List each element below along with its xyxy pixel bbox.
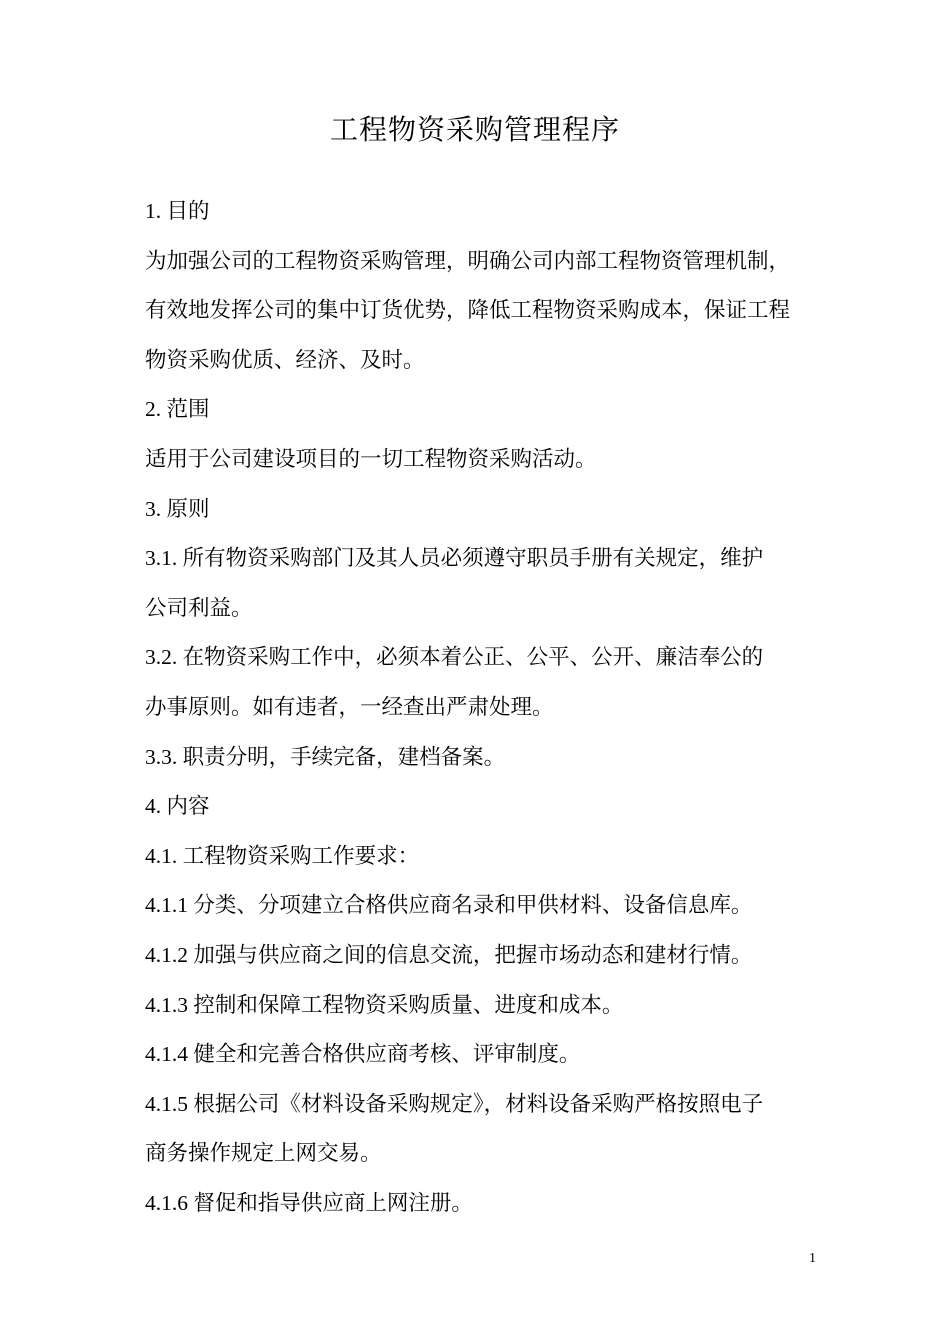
- paragraph-line: [145, 782, 810, 832]
- paragraph-line: [145, 385, 810, 435]
- line-text: 商务操作规定上网交易。: [145, 1141, 382, 1167]
- line-text: 在物资采购工作中，必须本着公正、公平、公开、廉洁奉公的: [182, 645, 764, 671]
- section-number: 4.1.: [145, 843, 183, 868]
- paragraph-line: [145, 881, 810, 931]
- line-text: 物资采购优质、经济、及时。: [145, 347, 425, 373]
- line-text: 督促和指导供应商上网注册。: [193, 1190, 473, 1216]
- paragraph-line: [145, 683, 810, 733]
- paragraph-line: [145, 237, 810, 287]
- page-number: 1: [809, 1251, 816, 1266]
- paragraph-line: [145, 633, 810, 683]
- line-text: 控制和保障工程物资采购质量、进度和成本。: [193, 992, 624, 1018]
- paragraph-line: [145, 1080, 810, 1130]
- section-number: 3.2.: [145, 645, 183, 670]
- paragraph-line: [145, 931, 810, 981]
- line-text: 公司利益。: [145, 595, 253, 621]
- paragraph-line: [145, 435, 810, 485]
- section-number: 4.1.1: [145, 893, 194, 918]
- section-number: 4.1.4: [145, 1042, 194, 1067]
- line-text: 原则: [166, 496, 210, 522]
- paragraph-line: [145, 584, 810, 634]
- section-number: 4.: [145, 794, 167, 819]
- section-number: 1.: [145, 199, 167, 223]
- line-text: 办事原则。如有违者，一经查出严肃处理。: [145, 694, 554, 720]
- paragraph-line: [145, 336, 810, 386]
- line-text: 加强与供应商之间的信息交流，把握市场动态和建材行情。: [193, 942, 753, 968]
- line-text: 工程物资采购工作要求：: [182, 843, 420, 869]
- line-text: 分类、分项建立合格供应商名录和甲供材料、设备信息库。: [193, 893, 753, 919]
- line-text: 适用于公司建设项目的一切工程物资采购活动。: [145, 446, 597, 472]
- line-text: 根据公司《材料设备采购规定》，材料设备采购严格按照电子: [193, 1091, 764, 1117]
- paragraph-line: [145, 187, 810, 237]
- paragraph-line: [145, 485, 810, 535]
- section-number: 4.1.5: [145, 1091, 194, 1116]
- line-text: 目的: [166, 199, 210, 224]
- line-text: 为加强公司的工程物资采购管理，明确公司内部工程物资管理机制，: [145, 248, 791, 274]
- paragraph-line: [145, 534, 810, 584]
- section-number: 2.: [145, 397, 167, 422]
- paragraph-line: [145, 733, 810, 783]
- section-number: 4.1.6: [145, 1190, 194, 1215]
- paragraph-line: [145, 1179, 810, 1229]
- line-text: 健全和完善合格供应商考核、评审制度。: [193, 1042, 581, 1068]
- paragraph-line: [145, 832, 810, 882]
- paragraph-line: [145, 1030, 810, 1080]
- section-number: 4.1.2: [145, 942, 194, 967]
- document-body: [145, 187, 810, 1228]
- line-text: 职责分明，手续完备，建档备案。: [182, 744, 506, 770]
- section-number: 3.: [145, 496, 167, 521]
- paragraph-line: [145, 1129, 810, 1179]
- section-number: 3.3.: [145, 744, 183, 769]
- line-text: 所有物资采购部门及其人员必须遵守职员手册有关规定，维护: [182, 546, 764, 572]
- paragraph-line: [145, 981, 810, 1031]
- document-title: 工程物资采购管理程序: [329, 113, 620, 146]
- paragraph-line: [145, 286, 810, 336]
- section-number: 3.1.: [145, 546, 183, 571]
- section-number: 4.1.3: [145, 992, 194, 1017]
- line-text: 范围: [166, 397, 210, 423]
- line-text: 有效地发挥公司的集中订货优势，降低工程物资采购成本，保证工程: [145, 298, 791, 324]
- line-text: 内容: [166, 794, 210, 820]
